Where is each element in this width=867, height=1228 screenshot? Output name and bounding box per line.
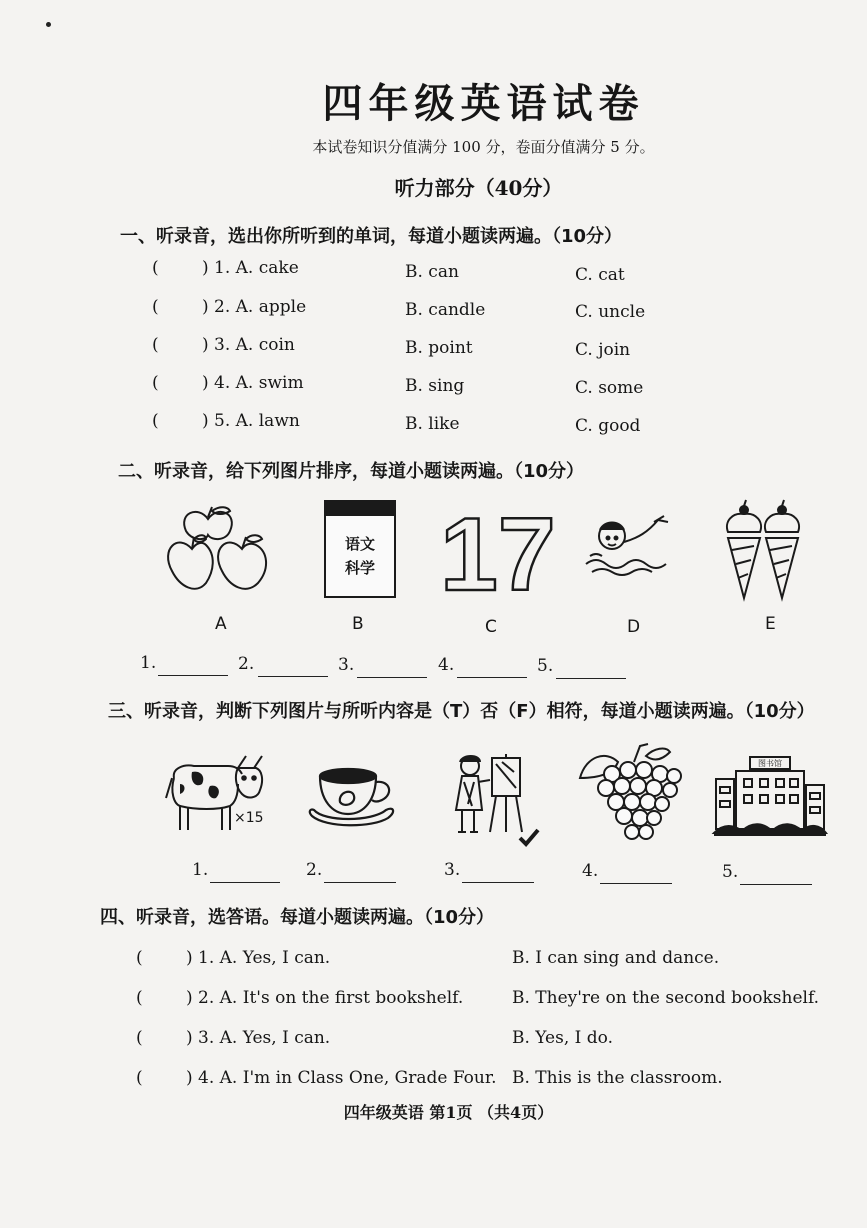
answer-number: 1. [192,860,209,880]
answer-blank[interactable] [357,659,427,678]
answer-blank[interactable] [600,865,672,884]
question-option-c: C. some [575,378,644,398]
answer-blank[interactable] [462,864,534,883]
answer-blank[interactable] [324,864,396,883]
answer-number: 3. [444,860,461,880]
number-17-text: 17 [440,497,556,613]
section2-heading: 二、听录音，给下列图片排序，每道小题读两遍。（10分） [118,461,585,482]
question-option-b: B. point [405,338,473,358]
grapes-icon [578,742,684,846]
question-option-c: C. good [575,416,641,436]
painter-icon [452,752,542,848]
number-17-icon [440,497,556,613]
answer-paren[interactable]: ( [136,948,143,968]
book-icon [324,500,396,598]
section1-heading: 一、听录音，选出你所听到的单词，每道小题读两遍。（10分） [120,226,623,247]
book-subject-chinese: 语文 [344,535,375,553]
answer-paren[interactable]: ( [136,988,143,1008]
question-option-b: B. sing [405,376,465,396]
question-option-c: C. join [575,340,631,360]
picture-label-a: A [215,614,227,634]
section3-heading: 三、听录音，判断下列图片与所听内容是（T）否（F）相符，每道小题读两遍。（10分） [108,701,815,722]
answer-paren[interactable]: ( [152,411,159,431]
answer-paren[interactable]: ( [152,373,159,393]
question-option-a: ) 5. A. lawn [202,411,300,431]
question-option-a: ) 1. A. cake [202,258,299,278]
question-option-b: B. This is the classroom. [512,1068,723,1088]
answer-blank[interactable] [258,658,328,677]
answer-number: 5. [537,656,554,676]
answer-number: 4. [582,861,599,881]
question-option-b: B. I can sing and dance. [512,948,720,968]
answer-number: 3. [338,655,355,675]
question-option-b: B. like [405,414,460,434]
listening-part-title: 听力部分（40分） [394,176,563,200]
picture-label-c: C [485,617,497,637]
cow-count-caption: ×15 [234,810,264,826]
answer-number: 4. [438,655,455,675]
ice-cream-icon [722,498,804,602]
question-option-a: ) 3. A. Yes, I can. [186,1028,331,1048]
library-icon [714,755,826,837]
answer-paren[interactable]: ( [136,1028,143,1048]
picture-label-b: B [352,614,364,634]
answer-blank[interactable] [457,659,527,678]
ink-dot [46,22,51,27]
apples-icon [168,505,276,597]
answer-number: 2. [306,860,323,880]
question-option-b: B. They're on the second bookshelf. [512,988,820,1008]
teacup-icon [310,766,400,828]
question-option-a: ) 3. A. coin [202,335,295,355]
page-title: 四年级英语试卷 [322,80,645,127]
answer-paren[interactable]: ( [152,258,159,278]
question-option-b: B. candle [405,300,486,320]
question-option-a: ) 4. A. swim [202,373,304,393]
question-option-b: B. can [405,262,459,282]
answer-blank[interactable] [740,866,812,885]
page-footer: 四年级英语 第1页 （共4页） [343,1103,554,1122]
question-option-a: ) 2. A. apple [202,297,307,317]
library-sign-text: 图书馆 [758,759,782,768]
picture-label-d: D [627,617,641,637]
book-cover-band [326,502,394,516]
answer-blank[interactable] [556,660,626,679]
question-option-b: B. Yes, I do. [512,1028,613,1048]
answer-number: 5. [722,862,739,882]
question-option-a: ) 1. A. Yes, I can. [186,948,331,968]
picture-label-e: E [765,614,776,634]
question-option-a: ) 2. A. It's on the first bookshelf. [186,988,464,1008]
answer-blank[interactable] [210,864,280,883]
answer-paren[interactable]: ( [152,297,159,317]
answer-blank[interactable] [158,657,228,676]
question-option-c: C. cat [575,265,625,285]
book-subject-science: 科学 [344,559,375,577]
section4-heading: 四、听录音，选答语。每道小题读两遍。（10分） [100,907,495,928]
answer-number: 1. [140,653,157,673]
score-note: 本试卷知识分值满分 100 分，卷面分值满分 5 分。 [312,138,655,156]
swimming-icon [582,512,674,584]
answer-paren[interactable]: ( [136,1068,143,1088]
question-option-a: ) 4. A. I'm in Class One, Grade Four. [186,1068,497,1088]
answer-paren[interactable]: ( [152,335,159,355]
question-option-c: C. uncle [575,302,646,322]
answer-number: 2. [238,654,255,674]
